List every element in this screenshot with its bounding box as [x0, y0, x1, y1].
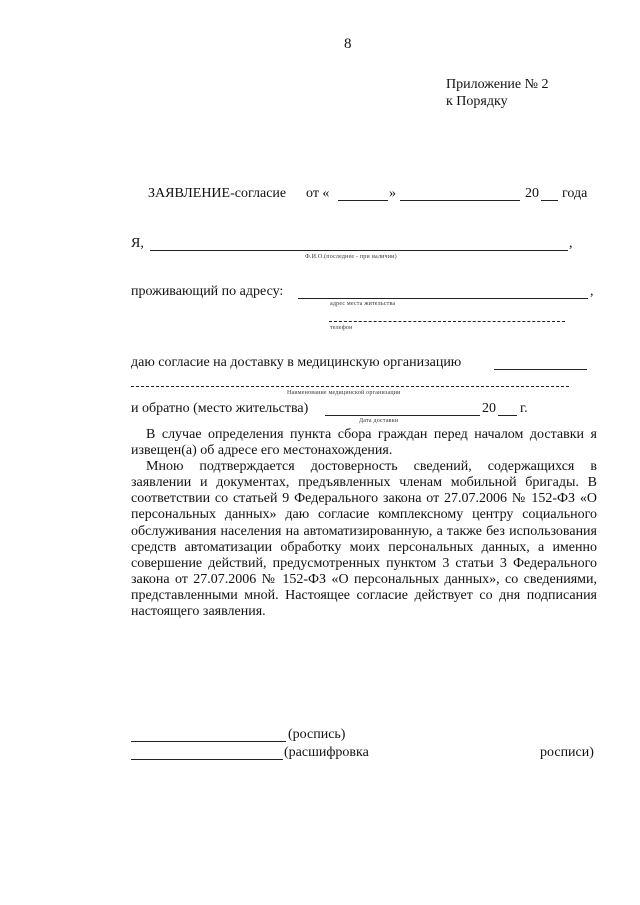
- date-blank: [325, 415, 480, 416]
- signature-label: (роспись): [288, 727, 346, 742]
- page-number: 8: [344, 36, 352, 52]
- year-blank: [541, 200, 558, 201]
- title-main: ЗАЯВЛЕНИЕ-согласие: [148, 186, 287, 201]
- address-caption: адрес места жительства: [330, 301, 396, 307]
- signature-blank: [131, 741, 286, 742]
- org-blank-1: [494, 369, 587, 370]
- day-blank: [338, 200, 388, 201]
- address-blank: [298, 298, 588, 299]
- decode-end: росписи): [540, 745, 594, 760]
- date-caption: Дата доставки: [359, 418, 399, 424]
- return-year: 20: [482, 401, 496, 416]
- i-label: Я,: [131, 236, 144, 251]
- decode-label: (расшифровка: [284, 745, 369, 760]
- org-blank-2: [131, 386, 569, 387]
- title-year-prefix: 20: [525, 186, 539, 201]
- paragraph-consent: Мною подтверждается достоверность сведений, содержащихся в заявлении и документах, предъявленных членам мобильной бригады. В соответствии со статьей 9 Федерального закона от 27.07.2006 № 152-ФЗ «О персональных данных» даю согласие комплексному центру социального обслуживания населения на автоматизированную, а также без использования средств автоматизации обработку моих персональных данных, а именно совершение действий, предусмотренных пунктом 3 статьи 3 Федерального закона от 27.07.2006 № 152-ФЗ «О персональных данных», со сведениями, представленными мной. Настоящее согласие действует со дня подписания настоящего заявления.: [131, 459, 597, 620]
- return-year-suffix: г.: [520, 401, 528, 416]
- fio-caption: Ф.И.О.(последнее - при наличии): [305, 254, 397, 260]
- address-label: проживающий по адресу:: [131, 284, 284, 299]
- i-end: ,: [569, 236, 573, 251]
- body-text: [131, 427, 597, 620]
- return-year-blank: [498, 415, 517, 416]
- phone-caption: телефон: [330, 325, 353, 331]
- decode-blank: [131, 759, 283, 760]
- title-quote-close: »: [389, 186, 396, 201]
- return-label: и обратно (место жительства): [131, 401, 309, 416]
- phone-blank: [329, 321, 565, 322]
- title-from: от «: [306, 186, 330, 201]
- month-blank: [400, 200, 520, 201]
- appendix-line-1: Приложение № 2: [446, 77, 549, 92]
- title-year-suffix: года: [562, 186, 588, 201]
- address-end: ,: [590, 284, 594, 299]
- consent-label: даю согласие на доставку в медицинскую организацию: [131, 355, 462, 370]
- appendix-line-2: к Порядку: [446, 94, 508, 109]
- paragraph-notice: В случае определения пункта сбора граждан перед началом доставки я извещен(а) об адресе его местонахождения.: [131, 427, 597, 459]
- org-caption: Наименование медицинской организации: [287, 390, 401, 396]
- fio-blank: [150, 250, 568, 251]
